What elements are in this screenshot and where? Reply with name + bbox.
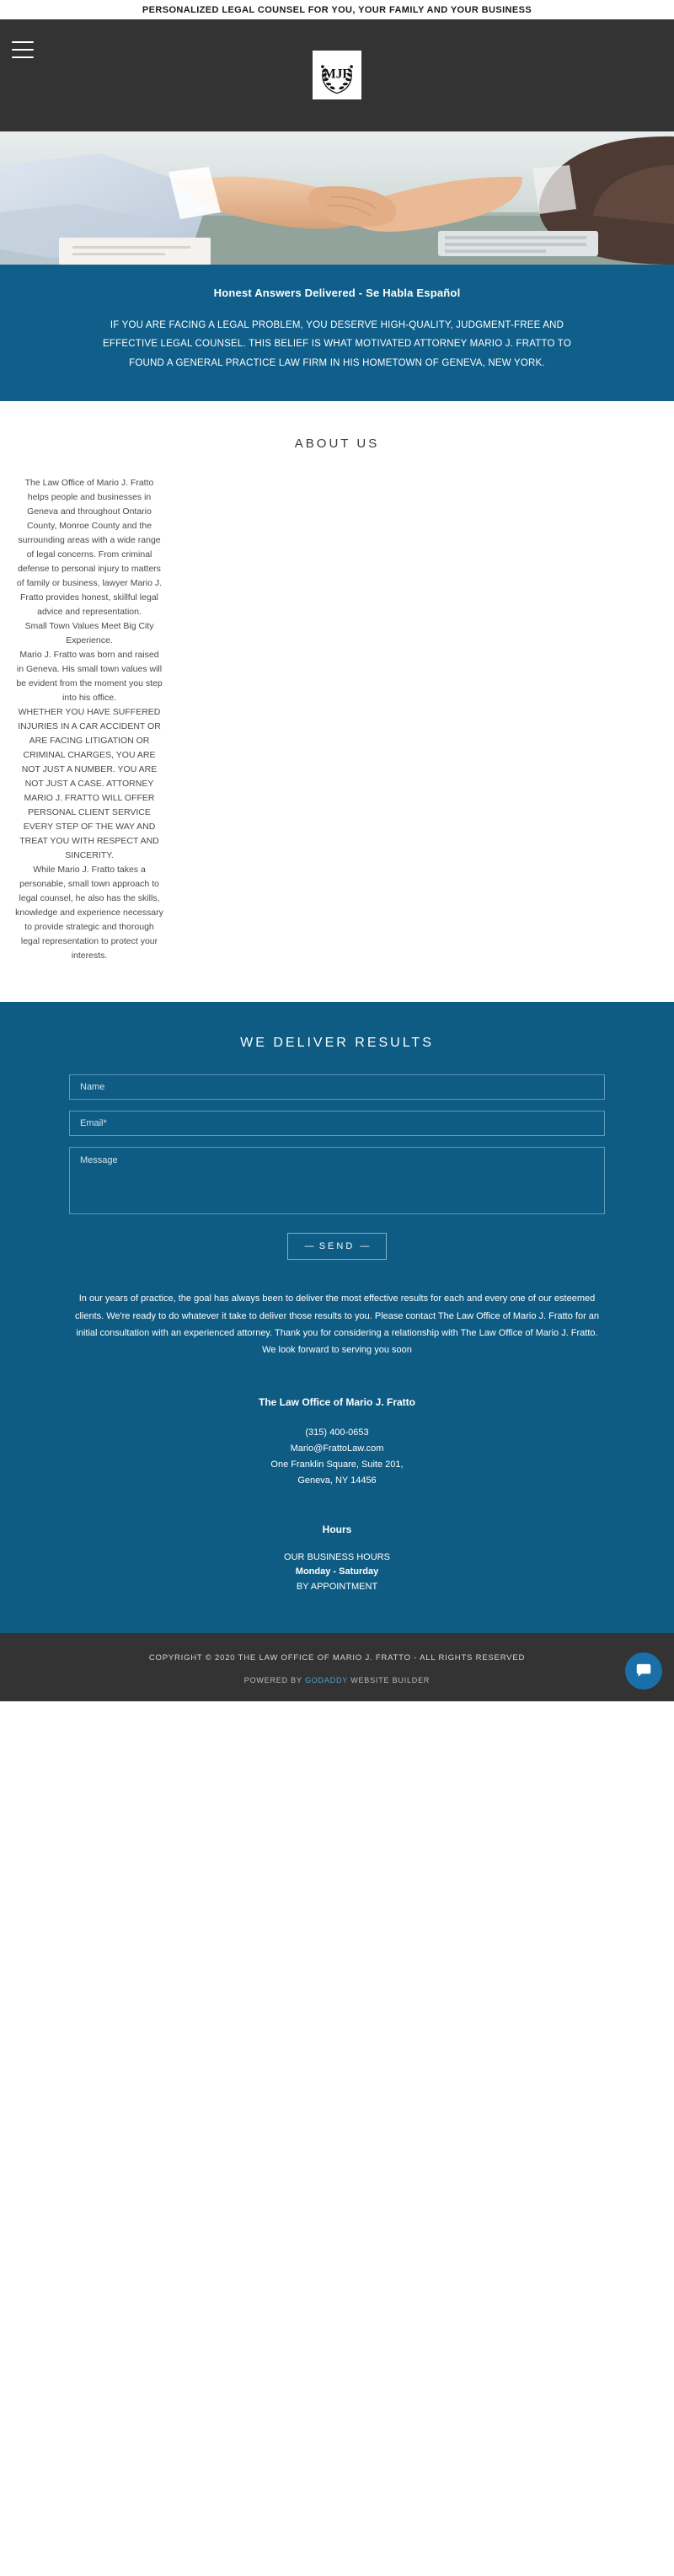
intro-body: IF YOU ARE FACING A LEGAL PROBLEM, YOU DESERVE HIGH-QUALITY, JUDGMENT-FREE AND EFFECTIVE LEGAL COUNSEL. THIS BELIEF IS WHAT MOTIVATED ATTORNEY MARIO J. FRATTO TO FOUND A GENERAL PRACTICE LAW FIRM IN HIS HOMETOWN OF GENEVA, NEW YORK. [103,320,571,368]
announcement-bar: PERSONALIZED LEGAL COUNSEL FOR YOU, YOUR FAMILY AND YOUR BUSINESS [0,0,674,19]
name-input[interactable] [69,1074,605,1100]
message-textarea[interactable] [69,1147,605,1214]
powered-suffix: WEBSITE BUILDER [347,1676,431,1685]
intro-heading: Honest Answers Delivered - Se Habla Español [213,287,461,299]
logo-monogram-text: MJF [324,67,350,82]
address-line-1: One Franklin Square, Suite 201, [270,1459,404,1470]
hours-days: Monday - Saturday [295,1566,379,1577]
godaddy-link[interactable]: GODADDY [304,1676,348,1685]
about-paragraph: The Law Office of Mario J. Fratto helps people and businesses in Geneva and throughout Ontario County, Monroe County and the surrounding areas with a wide range of legal concerns. From criminal defense to personal injury to matters of family or business, lawyer Mario J. Fratto provides honest, skillful legal advice and representation. [16,478,163,618]
hero-image [0,131,674,265]
copyright-text: COPYRIGHT © 2020 THE LAW OFFICE OF MARIO J. FRATTO - ALL RIGHTS RESERVED [148,1653,526,1663]
send-button-label: SEND [318,1241,356,1252]
about-text-column [15,476,163,963]
hamburger-bar [12,56,34,58]
hours-section [0,1524,674,1595]
powered-prefix: POWERED BY [243,1676,305,1685]
about-paragraph: Mario J. Fratto was born and raised in Geneva. His small town values will be evident from the moment you step into his office. [16,650,163,704]
about-paragraph: While Mario J. Fratto takes a personable, small town approach to legal counsel, he also has the skills, knowledge and experience necessary to provide strategic and thorough legal representation to protect your interests. [15,865,163,961]
contact-blurb: In our years of practice, the goal has always been to deliver the most effective results for each and every one of our esteemed clients. We're ready to do whatever it take to deliver those results to you. Please contact The Law Office of Mario J. Fratto for an initial consultation with an experienced attorney. Thank you for considering a relationship with The Law Office of Mario J. Fratto. We look forward to serving you soon [74,1293,600,1356]
contact-section [0,1002,674,1633]
contact-details [0,1395,674,1490]
about-heading: ABOUT US [294,436,380,452]
hamburger-menu-icon[interactable] [12,41,34,58]
handshake-photo-illustration [0,131,674,265]
about-paragraph: Small Town Values Meet Big City Experience. [24,621,154,646]
site-header [0,19,674,131]
send-dash-left: — [304,1241,314,1252]
about-section [0,401,674,1002]
hours-note: BY APPOINTMENT [296,1581,378,1592]
hamburger-bar [12,49,34,51]
hours-title: Hours [322,1523,352,1535]
hours-label: OUR BUSINESS HOURS [284,1551,390,1562]
send-dash-right: — [360,1241,370,1252]
send-button-row [69,1233,605,1260]
site-logo[interactable] [313,51,361,99]
about-paragraph: WHETHER YOU HAVE SUFFERED INJURIES IN A CAR ACCIDENT OR ARE FACING LITIGATION OR CRIMINAL CHARGES, YOU ARE NOT JUST A NUMBER. YOU ARE NOT JUST A CASE. ATTORNEY MARIO J. FRATTO WILL OFFER PERSONAL CLIENT SERVICE EVERY STEP OF THE WAY AND TREAT YOU WITH RESPECT AND SINCERITY. [18,707,161,861]
results-heading: WE DELIVER RESULTS [240,1036,434,1051]
email-address[interactable]: Mario@FrattoLaw.com [290,1443,384,1454]
phone-number[interactable]: (315) 400-0653 [305,1427,369,1438]
email-input[interactable] [69,1111,605,1136]
firm-name: The Law Office of Mario J. Fratto [258,1395,416,1408]
hamburger-bar [12,41,34,43]
send-button[interactable] [287,1233,388,1260]
contact-form [69,1074,605,1260]
site-footer [0,1633,674,1701]
laurel-wreath-monogram-logo-icon [314,52,360,98]
chat-bubble-glyph [634,1662,653,1680]
address-line-2: Geneva, NY 14456 [297,1475,377,1486]
powered-by-text [8,1676,666,1684]
intro-section [0,265,674,401]
